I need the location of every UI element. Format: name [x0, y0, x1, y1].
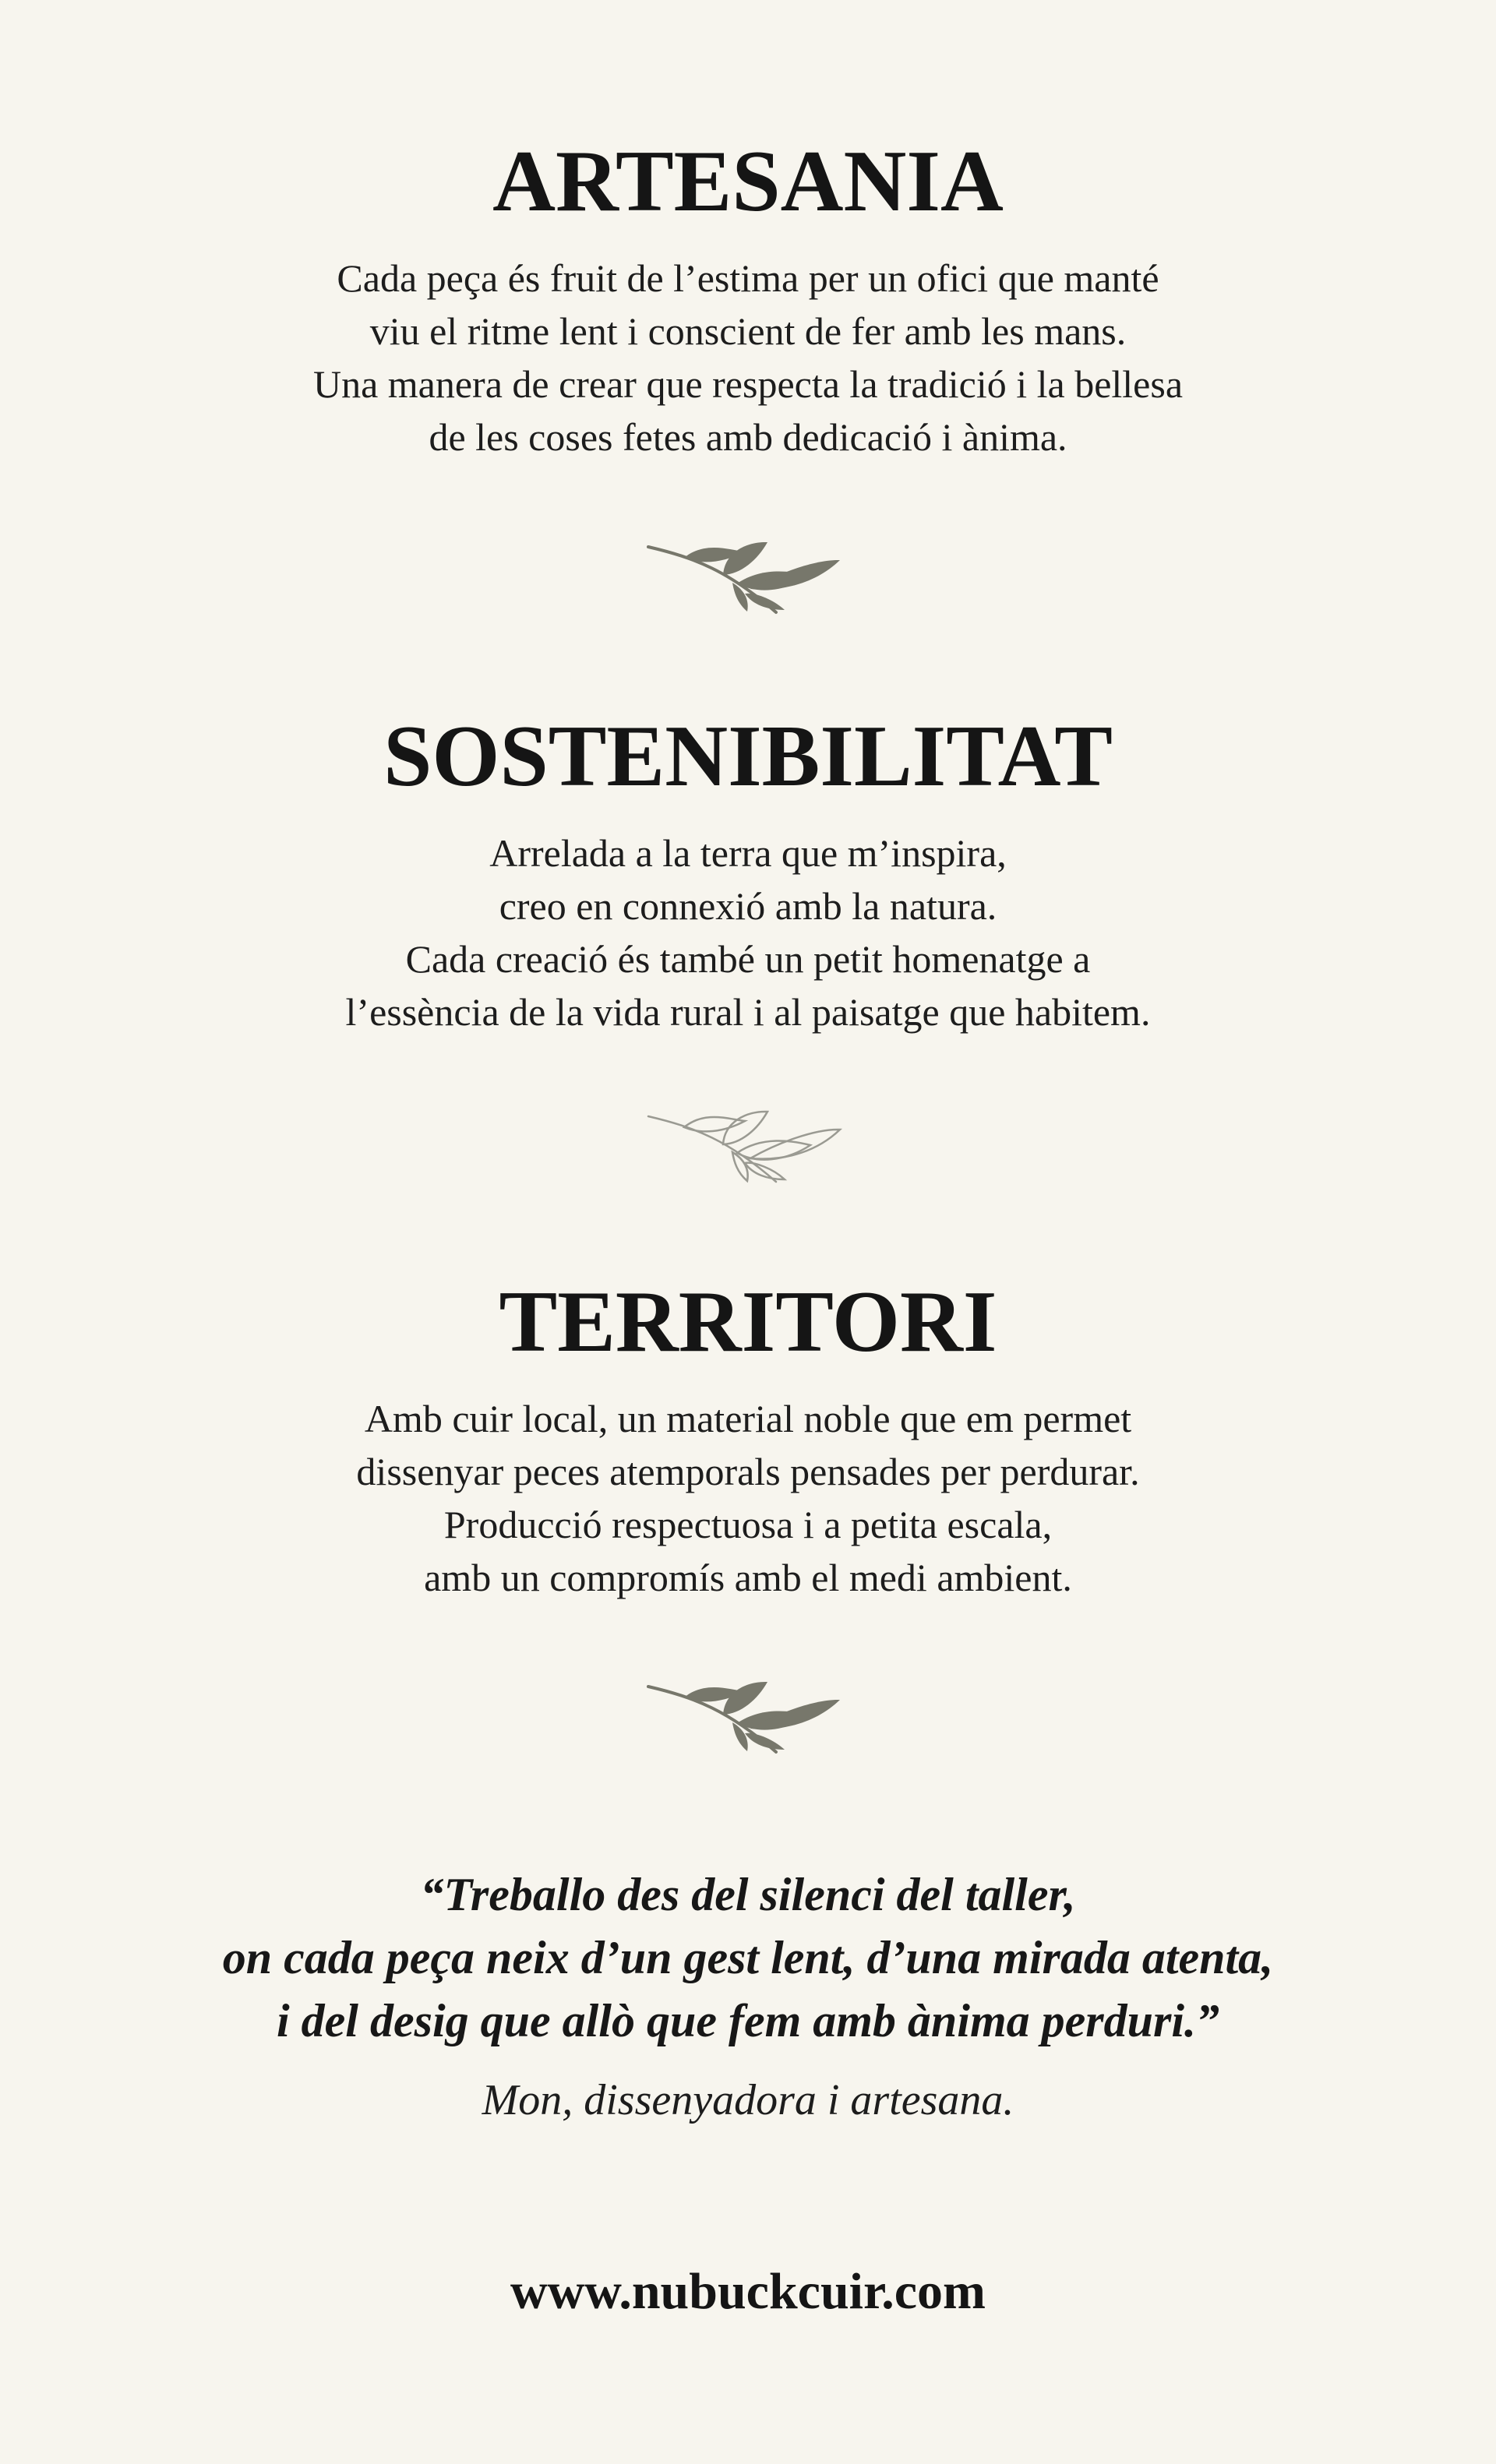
quote-author: Mon, dissenyadora i artesana.	[482, 2076, 1014, 2124]
leaf-branch-icon	[639, 536, 857, 622]
text-line: Producció respectuosa i a petita escala,	[443, 1503, 1053, 1546]
leaf-branch-icon	[639, 1676, 857, 1761]
quote-line: “Treballo des del silenci del taller,	[420, 1869, 1076, 1920]
section-artesania	[0, 133, 1496, 464]
section-territori	[0, 1274, 1496, 1604]
text-line: Cada creació és també un petit homenatge a	[405, 937, 1091, 981]
text-line: Amb cuir local, un material noble que em permet	[364, 1397, 1132, 1440]
quote-line: i del desig que allò que fem amb ànima perduri.”	[277, 1995, 1219, 2046]
website-link[interactable]: www.nubuckcuir.com	[510, 2263, 986, 2320]
leaf-branch-icon	[639, 1105, 857, 1191]
section-text	[0, 1392, 1496, 1604]
text-line: de les coses fetes amb dedicació i ànima.	[429, 415, 1067, 459]
section-text	[0, 827, 1496, 1038]
text-line: creo en connexió amb la natura.	[499, 884, 997, 928]
section-title: ARTESANIA	[492, 133, 1004, 230]
text-line: dissenyar peces atemporals pensades per perdurar.	[356, 1450, 1140, 1493]
text-line: amb un compromís amb el medi ambient.	[424, 1556, 1072, 1599]
artisan-quote	[0, 1863, 1496, 2127]
section-title: SOSTENIBILITAT	[383, 708, 1113, 805]
text-line: Una manera de crear que respecta la tradició i la bellesa	[312, 362, 1184, 406]
text-line: Arrelada a la terra que m’inspira,	[489, 831, 1007, 875]
section-title: TERRITORI	[499, 1274, 997, 1370]
section-sostenibilitat	[0, 708, 1496, 1038]
quote-line: on cada peça neix d’un gest lent, d’una mirada atenta,	[222, 1932, 1274, 1983]
text-line: l’essència de la vida rural i al paisatge que habitem.	[345, 990, 1151, 1034]
text-line: viu el ritme lent i conscient de fer amb les mans.	[369, 309, 1127, 353]
section-text	[0, 252, 1496, 464]
text-line: Cada peça és fruit de l’estima per un ofici que manté	[337, 256, 1159, 300]
